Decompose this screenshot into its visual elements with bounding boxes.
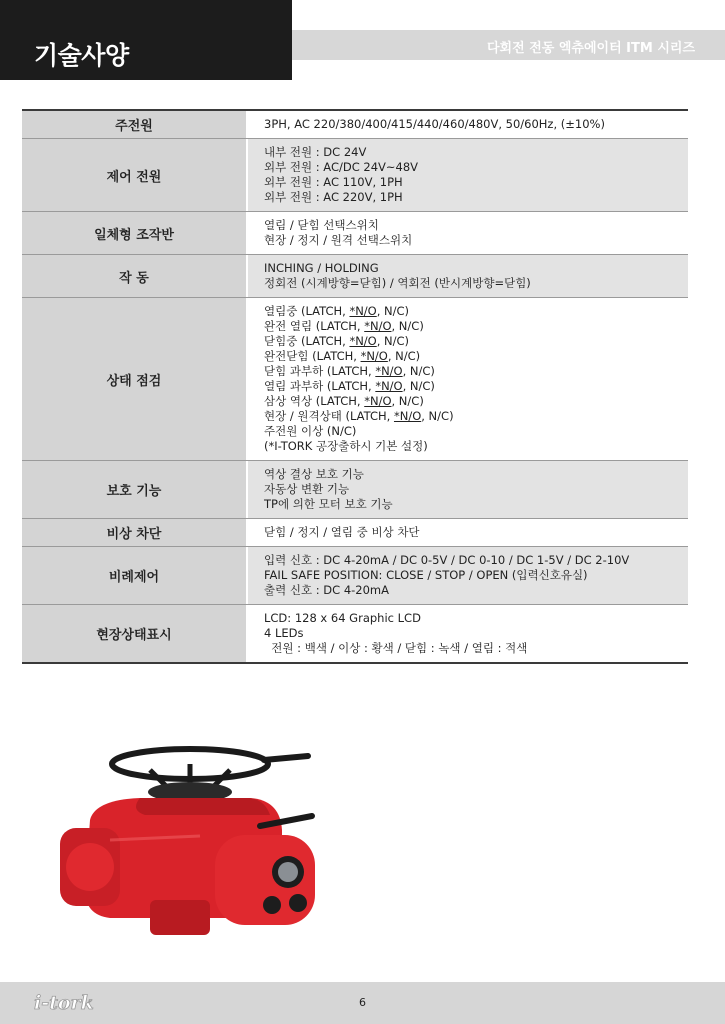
spec-value-line: 외부 전원 : AC 110V, 1PH <box>264 175 403 189</box>
spec-value <box>248 139 688 211</box>
spec-value-line: 현장 / 정지 / 원격 선택스위치 <box>264 233 413 247</box>
spec-value-line: 열림 / 닫힘 선택스위치 <box>264 218 379 232</box>
spec-row <box>22 212 688 255</box>
spec-text: 현장 / 원격상태 (LATCH, <box>264 409 394 423</box>
spec-row <box>22 605 688 662</box>
actuator-product-image <box>50 740 340 940</box>
spec-text: 완전 열림 (LATCH, <box>264 319 365 333</box>
spec-value <box>248 298 688 460</box>
spec-text: 닫힘 과부하 (LATCH, <box>264 364 376 378</box>
spec-value-line: 4 LEDs <box>264 626 304 640</box>
spec-row <box>22 139 688 212</box>
spec-text: 열림중 (LATCH, <box>264 304 350 318</box>
spec-value-line <box>264 394 688 409</box>
spec-value-line: FAIL SAFE POSITION: CLOSE / STOP / OPEN (입력신호유실) <box>264 568 588 582</box>
default-setting-mark: *N/O <box>349 334 377 348</box>
spec-value-line <box>264 409 688 424</box>
spec-value-line: 입력 신호 : DC 4-20mA / DC 0-5V / DC 0-10 / DC 1-5V / DC 2-10V <box>264 553 630 567</box>
spec-text: , N/C) <box>402 364 435 378</box>
default-setting-mark: *N/O <box>349 304 377 318</box>
spec-label: 일체형 조작반 <box>22 212 248 254</box>
spec-value <box>248 255 688 297</box>
spec-label: 작 동 <box>22 255 248 297</box>
spec-text: 삼상 역상 (LATCH, <box>264 394 365 408</box>
spec-value-line <box>264 379 688 394</box>
page-subtitle: 다회전 전동 엑츄에이터 ITM 시리즈 <box>487 41 695 56</box>
spec-text: , N/C) <box>387 349 421 363</box>
spec-text: , N/C) <box>391 394 424 408</box>
spec-value-line: TP에 의한 모터 보호 기능 <box>264 497 393 511</box>
spec-value-line: 역상 결상 보호 기능 <box>264 467 364 481</box>
page-footer <box>0 982 725 1024</box>
spec-text: 완전닫힘 (LATCH, <box>264 349 361 363</box>
default-setting-mark: *N/O <box>364 319 392 333</box>
spec-value-line <box>264 349 688 364</box>
spec-value <box>248 212 688 254</box>
spec-value-line: 닫힘 / 정지 / 열림 중 비상 차단 <box>264 525 420 539</box>
spec-value-line: 외부 전원 : AC/DC 24V~48V <box>264 160 419 174</box>
default-setting-mark: *N/O <box>375 364 403 378</box>
spec-value-line: (*I-TORK 공장출하시 기본 설정) <box>264 439 428 453</box>
spec-text: , N/C) <box>376 334 410 348</box>
spec-label: 상태 점검 <box>22 298 248 460</box>
spec-value-line: 외부 전원 : AC 220V, 1PH <box>264 190 403 204</box>
default-setting-mark: *N/O <box>360 349 388 363</box>
spec-value <box>248 547 688 604</box>
spec-value-line <box>264 364 688 379</box>
spec-value-line: 내부 전원 : DC 24V <box>264 145 367 159</box>
spec-value <box>248 519 688 546</box>
default-setting-mark: *N/O <box>375 379 403 393</box>
spec-value-line: 자동상 변환 기능 <box>264 482 350 496</box>
spec-row <box>22 461 688 519</box>
spec-value-line: LCD: 128 x 64 Graphic LCD <box>264 611 421 625</box>
page-title: 기술사양 <box>34 41 129 70</box>
spec-text: , N/C) <box>402 379 435 393</box>
spec-label: 비례제어 <box>22 547 248 604</box>
spec-label: 제어 전원 <box>22 139 248 211</box>
spec-value <box>248 111 688 138</box>
page-number: 6 <box>359 996 366 1009</box>
spec-label: 비상 차단 <box>22 519 248 546</box>
spec-value-line <box>264 319 688 334</box>
spec-value-line: 3PH, AC 220/380/400/415/440/460/480V, 50/60Hz, (±10%) <box>264 117 605 131</box>
spec-label: 주전원 <box>22 111 248 138</box>
spec-label: 보호 기능 <box>22 461 248 518</box>
spec-text: , N/C) <box>421 409 454 423</box>
spec-value-line <box>264 334 688 349</box>
spec-label: 현장상태표시 <box>22 605 248 662</box>
spec-value-line: 주전원 이상 (N/C) <box>264 424 357 438</box>
spec-value-line <box>264 304 688 319</box>
spec-value-line: 전원 : 백색 / 이상 : 황색 / 닫힘 : 녹색 / 열림 : 적색 <box>264 641 528 655</box>
spec-row <box>22 255 688 298</box>
spec-value-line: 정회전 (시계방향=닫힘) / 역회전 (반시계방향=닫힘) <box>264 276 531 290</box>
spec-row <box>22 519 688 547</box>
spec-text: 닫힘중 (LATCH, <box>264 334 350 348</box>
spec-row <box>22 111 688 139</box>
spec-value <box>248 605 688 662</box>
default-setting-mark: *N/O <box>393 409 422 423</box>
spec-table <box>22 109 688 664</box>
spec-text: 열림 과부하 (LATCH, <box>264 379 376 393</box>
spec-value-line: 출력 신호 : DC 4-20mA <box>264 583 389 597</box>
spec-value-line: INCHING / HOLDING <box>264 261 379 275</box>
spec-text: , N/C) <box>391 319 424 333</box>
spec-row <box>22 547 688 605</box>
spec-value <box>248 461 688 518</box>
svg-text:i-tork: i-tork <box>34 992 94 1014</box>
spec-text: , N/C) <box>376 304 410 318</box>
default-setting-mark: *N/O <box>364 394 392 408</box>
spec-row <box>22 298 688 461</box>
